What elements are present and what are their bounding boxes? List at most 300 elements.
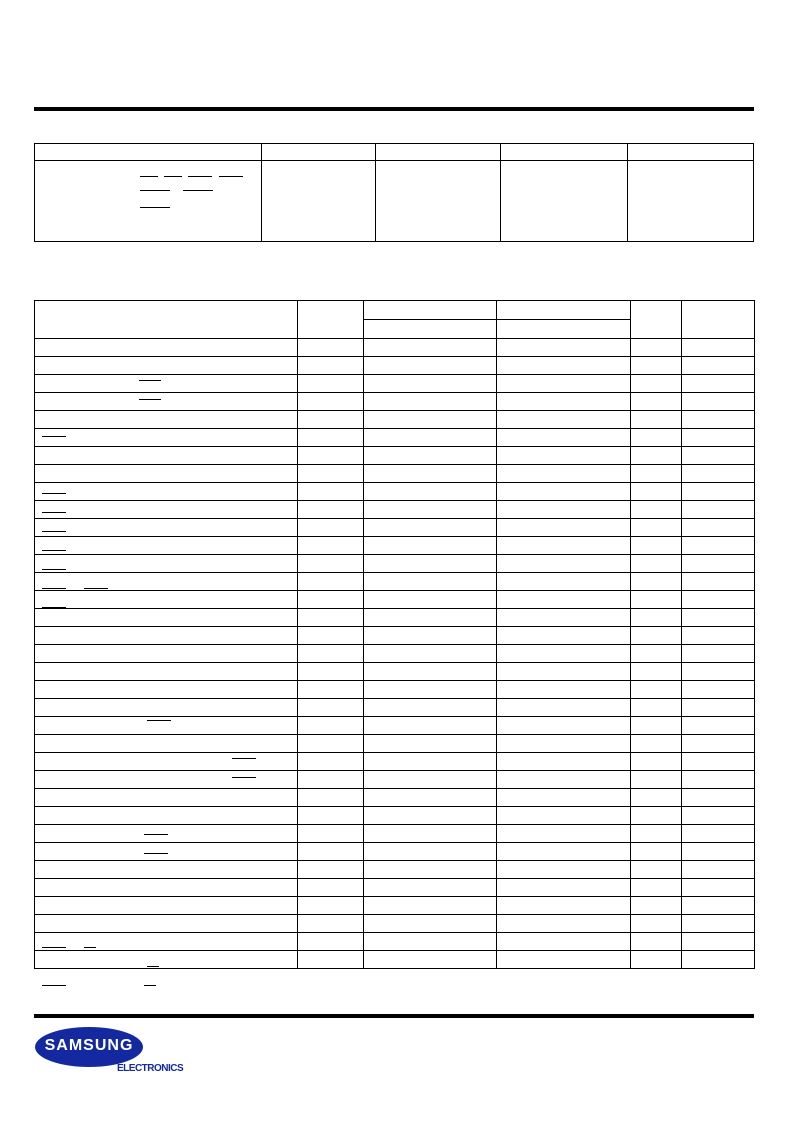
parameter-cell (682, 573, 755, 591)
parameter-cell (682, 339, 755, 357)
parameter-cell (682, 375, 755, 393)
parameter-table-row (35, 789, 755, 807)
parameter-cell (631, 519, 682, 537)
parameter-table-row (35, 411, 755, 429)
parameter-cell (298, 879, 364, 897)
parameter-cell (35, 807, 298, 825)
parameter-cell (364, 771, 497, 789)
parameter-cell (364, 627, 497, 645)
parameter-table-row (35, 537, 755, 555)
summary-header-cell (262, 144, 376, 161)
overline-mark (42, 626, 66, 627)
parameter-cell (298, 483, 364, 501)
parameter-cell (631, 627, 682, 645)
summary-cell (376, 161, 501, 242)
parameter-cell (35, 951, 298, 969)
parameter-cell (682, 627, 755, 645)
parameter-cell (497, 897, 631, 915)
overline-mark (42, 436, 66, 437)
parameter-cell (298, 825, 364, 843)
parameter-header-cell (364, 301, 497, 320)
parameter-cell (497, 591, 631, 609)
parameter-cell (682, 717, 755, 735)
parameter-cell (631, 411, 682, 429)
overline-mark (84, 626, 108, 627)
parameter-cell (682, 789, 755, 807)
parameter-cell (631, 537, 682, 555)
parameter-cell (298, 951, 364, 969)
parameter-cell (682, 753, 755, 771)
parameter-cell (298, 771, 364, 789)
parameter-table-row (35, 447, 755, 465)
parameter-cell (497, 879, 631, 897)
parameter-cell (682, 825, 755, 843)
parameter-cell (35, 555, 298, 573)
parameter-cell (631, 915, 682, 933)
parameter-cell (298, 627, 364, 645)
overline-mark (140, 207, 170, 208)
parameter-cell (631, 933, 682, 951)
parameter-cell (497, 771, 631, 789)
parameter-cell (497, 735, 631, 753)
parameter-cell (682, 483, 755, 501)
parameter-cell (631, 393, 682, 411)
overline-mark (42, 588, 66, 589)
parameter-table-row (35, 681, 755, 699)
parameter-cell (497, 699, 631, 717)
parameter-cell (35, 519, 298, 537)
parameter-cell (497, 951, 631, 969)
parameter-cell (682, 933, 755, 951)
parameter-cell (631, 717, 682, 735)
parameter-cell (682, 465, 755, 483)
footer-rule (34, 1014, 754, 1018)
parameter-table-row (35, 699, 755, 717)
parameter-cell (497, 915, 631, 933)
overline-mark (42, 512, 66, 513)
parameter-cell (364, 591, 497, 609)
parameter-cell (364, 555, 497, 573)
parameter-cell (298, 591, 364, 609)
parameter-cell (631, 771, 682, 789)
parameter-cell (631, 843, 682, 861)
division-name: ELECTRONICS (117, 1063, 184, 1074)
parameter-table-row (35, 933, 755, 951)
parameter-cell (497, 573, 631, 591)
parameter-cell (35, 789, 298, 807)
parameter-table-row (35, 627, 755, 645)
parameter-cell (35, 411, 298, 429)
summary-header-cell (35, 144, 262, 161)
parameter-cell (497, 555, 631, 573)
parameter-cell (682, 537, 755, 555)
parameter-table-row (35, 591, 755, 609)
parameter-cell (631, 699, 682, 717)
parameter-cell (35, 645, 298, 663)
parameter-table-row (35, 357, 755, 375)
parameter-cell (682, 645, 755, 663)
parameter-cell (497, 429, 631, 447)
parameter-cell (364, 753, 497, 771)
parameter-cell (497, 807, 631, 825)
parameter-cell (497, 681, 631, 699)
parameter-cell (298, 393, 364, 411)
parameter-cell (497, 411, 631, 429)
parameter-cell (35, 753, 298, 771)
parameter-cell (298, 681, 364, 699)
overline-mark (42, 531, 66, 532)
parameter-cell (497, 663, 631, 681)
parameter-cell (364, 609, 497, 627)
parameter-cell (631, 825, 682, 843)
parameter-cell (35, 861, 298, 879)
overline-mark (183, 190, 213, 191)
parameter-cell (364, 933, 497, 951)
parameter-cell (682, 411, 755, 429)
parameter-cell (298, 735, 364, 753)
parameter-cell (298, 555, 364, 573)
parameter-cell (298, 537, 364, 555)
overline-mark (219, 176, 243, 177)
parameter-cell (497, 627, 631, 645)
overline-mark (140, 176, 158, 177)
parameter-cell (298, 429, 364, 447)
parameter-cell (298, 573, 364, 591)
parameter-cell (35, 699, 298, 717)
header-rule (34, 107, 754, 111)
overline-mark (42, 493, 66, 494)
parameter-cell (682, 897, 755, 915)
parameter-cell (298, 357, 364, 375)
parameter-cell (35, 681, 298, 699)
parameter-cell (497, 465, 631, 483)
overline-mark (232, 758, 256, 759)
overline-mark (84, 588, 108, 589)
parameter-cell (298, 861, 364, 879)
summary-cell (628, 161, 754, 242)
parameter-cell (364, 861, 497, 879)
parameter-table-row (35, 717, 755, 735)
parameter-cell (631, 645, 682, 663)
parameter-table-row (35, 753, 755, 771)
parameter-cell (298, 699, 364, 717)
parameter-cell (364, 573, 497, 591)
parameter-cell (364, 951, 497, 969)
parameter-table-row (35, 609, 755, 627)
parameter-cell (298, 663, 364, 681)
overline-mark (42, 607, 66, 608)
parameter-cell (364, 825, 497, 843)
parameter-cell (35, 933, 298, 951)
parameter-cell (35, 465, 298, 483)
summary-header-cell (628, 144, 754, 161)
summary-header-cell (501, 144, 628, 161)
overline-mark (232, 777, 256, 778)
parameter-cell (35, 375, 298, 393)
parameter-cell (35, 735, 298, 753)
parameter-cell (682, 861, 755, 879)
parameter-cell (364, 375, 497, 393)
parameter-table-row (35, 879, 755, 897)
parameter-cell (631, 897, 682, 915)
parameter-table-body (35, 339, 755, 969)
parameter-cell (631, 555, 682, 573)
parameter-table-row (35, 735, 755, 753)
parameter-header-cell (497, 301, 631, 320)
parameter-cell (682, 879, 755, 897)
parameter-cell (364, 465, 497, 483)
summary-table (34, 143, 754, 242)
parameter-cell (298, 375, 364, 393)
parameter-cell (682, 843, 755, 861)
parameter-cell (497, 933, 631, 951)
parameter-cell (682, 663, 755, 681)
parameter-cell (298, 465, 364, 483)
parameter-cell (497, 393, 631, 411)
parameter-cell (497, 519, 631, 537)
parameter-cell (682, 357, 755, 375)
parameter-cell (631, 663, 682, 681)
parameter-cell (631, 591, 682, 609)
parameter-cell (364, 735, 497, 753)
parameter-cell (631, 501, 682, 519)
parameter-cell (631, 807, 682, 825)
parameter-cell (35, 609, 298, 627)
parameter-table-row (35, 897, 755, 915)
parameter-cell (298, 645, 364, 663)
parameter-cell (35, 627, 298, 645)
parameter-cell (298, 339, 364, 357)
parameter-cell (298, 717, 364, 735)
parameter-cell (497, 339, 631, 357)
parameter-cell (364, 807, 497, 825)
parameter-cell (682, 735, 755, 753)
parameter-cell (364, 339, 497, 357)
summary-cell (262, 161, 376, 242)
overline-mark (188, 176, 212, 177)
parameter-cell (631, 429, 682, 447)
parameter-table-row (35, 465, 755, 483)
summary-header-cell (376, 144, 501, 161)
parameter-cell (497, 537, 631, 555)
parameter-cell (631, 483, 682, 501)
parameter-cell (364, 663, 497, 681)
parameter-cell (682, 771, 755, 789)
parameter-header-cell (35, 301, 298, 339)
parameter-cell (298, 897, 364, 915)
parameter-cell (35, 771, 298, 789)
parameter-table-row (35, 771, 755, 789)
parameter-header-cell (682, 301, 755, 339)
parameter-cell (497, 447, 631, 465)
parameter-cell (35, 573, 298, 591)
parameter-cell (497, 501, 631, 519)
parameter-cell (631, 375, 682, 393)
overline-mark (42, 569, 66, 570)
parameter-cell (497, 717, 631, 735)
parameter-cell (35, 429, 298, 447)
parameter-cell (298, 501, 364, 519)
overline-mark (42, 947, 66, 948)
parameter-cell (631, 465, 682, 483)
parameter-table-row (35, 339, 755, 357)
parameter-cell (364, 681, 497, 699)
parameter-cell (364, 915, 497, 933)
parameter-cell (364, 789, 497, 807)
parameter-cell (497, 861, 631, 879)
parameter-cell (364, 429, 497, 447)
parameter-table-row (35, 807, 755, 825)
parameter-cell (364, 483, 497, 501)
overline-mark (144, 985, 156, 986)
parameter-cell (364, 645, 497, 663)
parameter-table-row (35, 483, 755, 501)
parameter-cell (682, 555, 755, 573)
parameter-cell (631, 573, 682, 591)
parameter-cell (682, 699, 755, 717)
overline-mark (84, 947, 96, 948)
parameter-cell (497, 483, 631, 501)
parameter-cell (497, 789, 631, 807)
parameter-table (34, 300, 755, 969)
parameter-table-header-row (35, 301, 755, 320)
parameter-cell (631, 789, 682, 807)
summary-table-header-row (35, 144, 754, 161)
parameter-cell (35, 843, 298, 861)
parameter-cell (631, 735, 682, 753)
parameter-table-row (35, 519, 755, 537)
parameter-cell (35, 357, 298, 375)
parameter-table-row (35, 825, 755, 843)
parameter-subheader-cell (364, 320, 497, 339)
parameter-cell (35, 537, 298, 555)
parameter-cell (682, 429, 755, 447)
overline-mark (42, 985, 66, 986)
parameter-cell (35, 879, 298, 897)
overline-mark (164, 176, 182, 177)
parameter-cell (298, 843, 364, 861)
parameter-cell (497, 843, 631, 861)
parameter-cell (298, 789, 364, 807)
parameter-cell (364, 411, 497, 429)
parameter-cell (35, 897, 298, 915)
parameter-header-cell (298, 301, 364, 339)
parameter-table-row (35, 915, 755, 933)
parameter-cell (298, 519, 364, 537)
parameter-cell (682, 519, 755, 537)
parameter-cell (35, 483, 298, 501)
parameter-cell (298, 609, 364, 627)
parameter-cell (682, 915, 755, 933)
parameter-cell (35, 393, 298, 411)
parameter-table-row (35, 393, 755, 411)
parameter-cell (364, 501, 497, 519)
parameter-cell (631, 339, 682, 357)
parameter-cell (682, 447, 755, 465)
parameter-cell (364, 843, 497, 861)
parameter-cell (298, 447, 364, 465)
overline-mark (144, 853, 168, 854)
parameter-cell (298, 807, 364, 825)
parameter-cell (631, 753, 682, 771)
parameter-cell (35, 663, 298, 681)
parameter-cell (364, 699, 497, 717)
parameter-cell (631, 861, 682, 879)
overline-mark (139, 380, 161, 381)
overline-mark (147, 966, 159, 967)
parameter-table-row (35, 375, 755, 393)
parameter-cell (497, 357, 631, 375)
parameter-table-row (35, 429, 755, 447)
parameter-cell (682, 591, 755, 609)
parameter-cell (682, 609, 755, 627)
parameter-cell (497, 753, 631, 771)
overline-mark (139, 399, 161, 400)
parameter-cell (35, 915, 298, 933)
parameter-table-row (35, 663, 755, 681)
parameter-table-row (35, 501, 755, 519)
parameter-cell (35, 447, 298, 465)
parameter-cell (631, 951, 682, 969)
parameter-cell (364, 897, 497, 915)
overline-mark (144, 834, 168, 835)
parameter-cell (35, 501, 298, 519)
parameter-subheader-cell (497, 320, 631, 339)
parameter-table-row (35, 861, 755, 879)
parameter-cell (364, 447, 497, 465)
parameter-cell (298, 915, 364, 933)
parameter-table-row (35, 645, 755, 663)
parameter-table-row (35, 843, 755, 861)
parameter-cell (682, 681, 755, 699)
overline-mark (147, 720, 171, 721)
parameter-header-cell (631, 301, 682, 339)
parameter-cell (631, 681, 682, 699)
summary-cell (35, 161, 262, 242)
parameter-cell (364, 393, 497, 411)
parameter-table-row (35, 573, 755, 591)
parameter-cell (364, 357, 497, 375)
parameter-cell (631, 447, 682, 465)
parameter-table-row (35, 951, 755, 969)
parameter-cell (298, 753, 364, 771)
parameter-cell (682, 501, 755, 519)
parameter-cell (682, 951, 755, 969)
parameter-cell (631, 357, 682, 375)
overline-mark (42, 550, 66, 551)
parameter-cell (298, 411, 364, 429)
parameter-cell (364, 519, 497, 537)
parameter-cell (497, 825, 631, 843)
parameter-cell (298, 933, 364, 951)
parameter-cell (364, 879, 497, 897)
summary-table-row (35, 161, 754, 242)
parameter-cell (682, 807, 755, 825)
parameter-cell (631, 609, 682, 627)
parameter-cell (631, 879, 682, 897)
parameter-cell (35, 339, 298, 357)
summary-cell (501, 161, 628, 242)
parameter-cell (364, 717, 497, 735)
brand-name: SAMSUNG (44, 1037, 134, 1054)
parameter-cell (497, 375, 631, 393)
parameter-cell (682, 393, 755, 411)
parameter-cell (497, 609, 631, 627)
parameter-cell (497, 645, 631, 663)
parameter-cell (364, 537, 497, 555)
overline-mark (140, 190, 170, 191)
parameter-cell (35, 591, 298, 609)
